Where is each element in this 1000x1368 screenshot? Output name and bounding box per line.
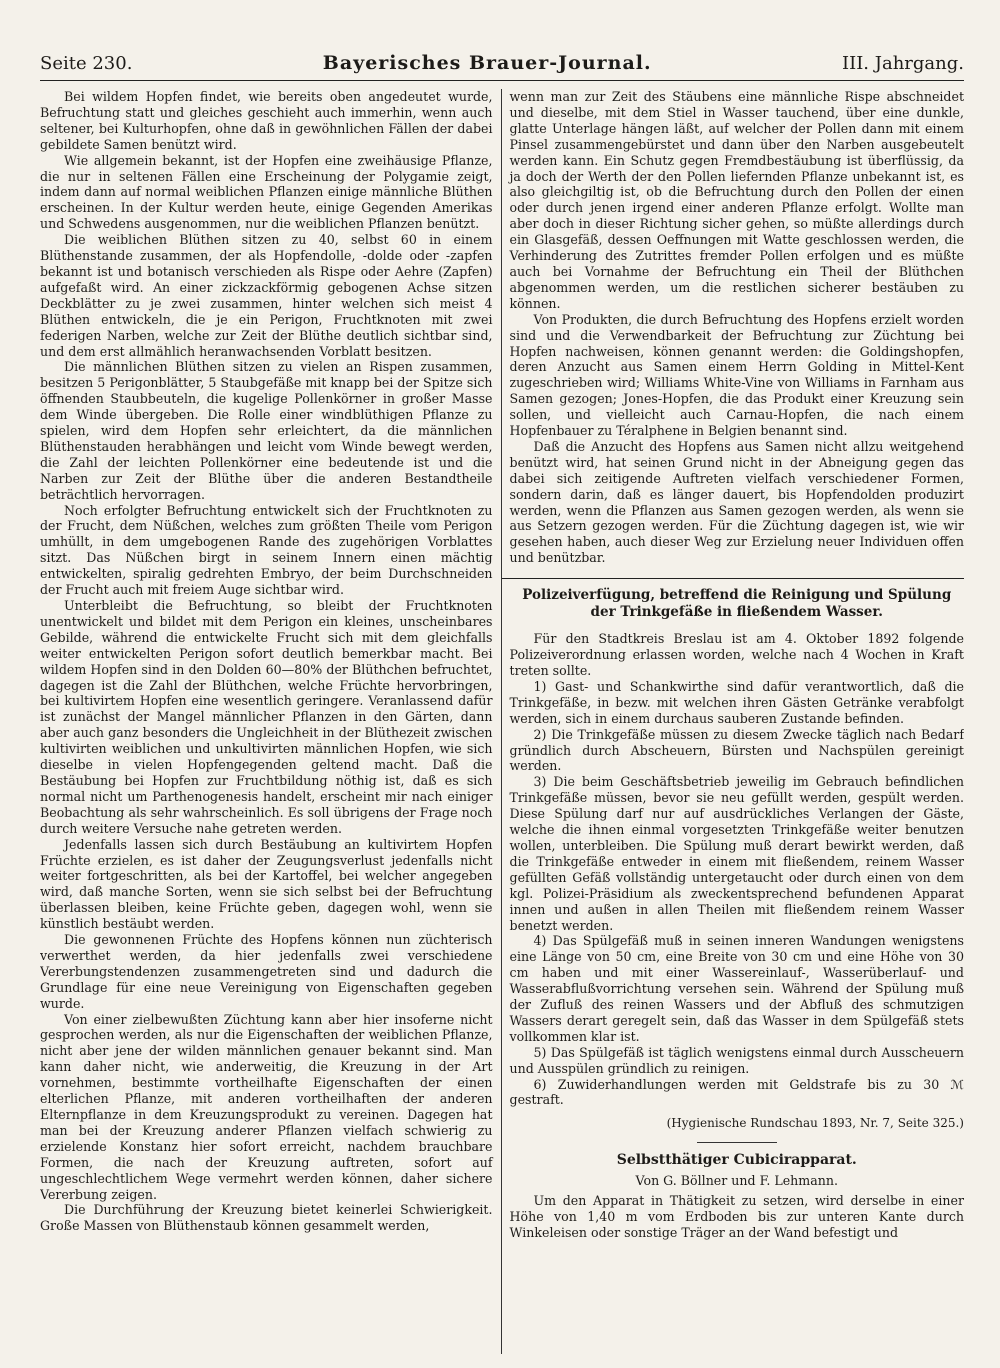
paragraph: Die männlichen Blüthen sitzen zu vielen an Rispen zusammen, besitzen 5 Perigonblätter, 5 Staubgefäße mit knapp bei der Spitze sich öffnenden Staubbeuteln, die kugelige Pollenkörner in großer Masse dem Winde übergeben. Die Rolle einer windblüthigen Pflanze zu spielen, wird dem Hopfen sehr erleichtert, da die männlichen Blüthenstauden herabhängen und leicht vom Winde bewegt werden, die Zahl der leichten Pollenkörner eine bedeutende ist und die Narben zur Zeit der Blüthe über die anderen Bestandtheile beträchtlich hervorragen. [40, 359, 493, 502]
paragraph: Bei wildem Hopfen findet, wie bereits oben angedeutet wurde, Befruchtung statt und gleiches geschieht auch immerhin, wenn auch seltener, bei Kulturhopfen, ohne daß in gewöhnlichen Fällen der dabei gebildete Samen benützt wird. [40, 89, 493, 152]
short-divider [697, 1142, 777, 1143]
notice-paragraph: 4) Das Spülgefäß muß in seinen inneren Wandungen wenigstens eine Länge von 50 cm, eine Breite von 30 cm und eine Höhe von 30 cm haben und mit einer Wassereinlauf-, Wasserüberlauf- und Wasserabflußvorrichtung versehen sein. Während der Spülung muß der Zufluß des reinen Wassers und der Abfluß des schmutzigen Wassers derart geregelt sein, daß das Wasser in dem Spülgefäß stets vollkommen klar ist. [509, 933, 964, 1044]
paragraph: Von einer zielbewußten Züchtung kann aber hier insoferne nicht gesprochen werden, als nur die Eigenschaften der weiblichen Pflanze, nicht aber jene der wilden männlichen genauer bekannt sind. Man kann daher nicht, wie anderweitig, die Kreuzung in der Art vornehmen, bestimmte vortheilhafte Eigenschaften der einen elterlichen Pflanze, mit anderen vortheilhaften der anderen Elternpflanze in dem Kreuzungsprodukt zu vereinen. Dagegen hat man bei der Kreuzung anderer Pflanzen vielfach schwierig zu erzielende Konstanz hier sofort erreicht, nachdem brauchbare Formen, die nach der Kreuzung auftreten, sofort auf ungeschlechtlichem Wege vermehrt werden können, daher sichere Vererbung zeigen. [40, 1011, 493, 1202]
page-number: Seite 230. [40, 53, 133, 74]
notice-paragraph: 1) Gast- und Schankwirthe sind dafür verantwortlich, daß die Trinkgefäße, in bezw. mit welchen ihren Gästen Getränke verabfolgt werden, sich in einem durchaus sauberen Zustande befinden. [509, 678, 964, 726]
paragraph: Wie allgemein bekannt, ist der Hopfen eine zweihäusige Pflanze, die nur in seltenen Fällen eine Erscheinung der Polygamie zeigt, indem dann auf normal weiblichen Pflanzen einige männliche Blüthen erscheinen. In der Kultur werden heute, einige Gegenden Amerikas und Schwedens ausgenommen, nur die weiblichen Pflanzen benützt. [40, 152, 493, 232]
paragraph: Die Durchführung der Kreuzung bietet keinerlei Schwierigkeit. Große Massen von Blüthenstaub können gesammelt werden, [40, 1202, 493, 1234]
paragraph: Von Produkten, die durch Befruchtung des Hopfens erzielt worden sind und die Verwendbarkeit der Befruchtung zur Züchtung bei Hopfen nachweisen, können genannt werden: die Goldingshopfen, deren Anzucht aus Samen einem Herrn Golding in Mittel-Kent zugeschrieben wird; Williams White-Vine von Williams in Farnham aus Samen gezogen; Jones-Hopfen, die das Produkt einer Kreuzung sein sollen, und vielleicht auch Carnau-Hopfen, die nach einem Hopfenbauer zu Téralphene in Belgien benannt sind. [509, 311, 964, 439]
volume-label: III. Jahrgang. [841, 53, 964, 74]
article-byline: Von G. Böllner und F. Lehmann. [635, 1173, 838, 1189]
notice-paragraph: 2) Die Trinkgefäße müssen zu diesem Zwecke täglich nach Bedarf gründlich durch Abscheuern, Bürsten und Nachspülen gereinigt werden. [509, 726, 964, 774]
notice-paragraph: 5) Das Spülgefäß ist täglich wenigstens einmal durch Ausscheuern und Ausspülen gründlich zu reinigen. [509, 1044, 964, 1076]
left-column [40, 89, 501, 1354]
text-columns [40, 89, 964, 1354]
article-paragraph: Um den Apparat in Thätigkeit zu setzen, wird derselbe in einer Höhe von 1,40 m vom Erdboden bis zur unteren Kante durch Winkeleisen oder sonstige Träger an der Wand befestigt und [509, 1193, 964, 1240]
notice-paragraph: 6) Zuwiderhandlungen werden mit Geldstrafe bis zu 30 ℳ gestraft. [509, 1076, 964, 1108]
section-divider [502, 578, 964, 579]
paragraph: Die gewonnenen Früchte des Hopfens können nun züchterisch verwerthet werden, da hier jedenfalls zwei verschiedene Vererbungstendenzen zusammengetreten sind und dadurch die Grundlage für eine neue Vereinigung von Eigenschaften gegeben wurde. [40, 932, 493, 1011]
notice-paragraph: 3) Die beim Geschäftsbetrieb jeweilig im Gebrauch befindlichen Trinkgefäße müssen, bevor sie neu gefüllt werden, gespült werden. Diese Spülung darf nur auf ausdrückliches Verlangen der Gäste, welche die ihnen einmal vorgesetzten Trinkgefäße weiter benutzen wollen, unterbleiben. Die Spülung muß derart bewirkt werden, daß die Trinkgefäße entweder in einem mit fließendem, reinem Wasser gefüllten Gefäß vollständig untergetaucht oder durch einen von dem kgl. Polizei-Präsidium als zweckentsprechend befundenen Apparat innen und außen in allen Theilen mit fließendem reinem Wasser benetzt werden. [509, 774, 964, 933]
notice-heading: Polizeiverfügung, betreffend die Reinigung und Spülung der Trinkgefäße in fließendem Wasser. [522, 587, 952, 621]
paragraph: Jedenfalls lassen sich durch Bestäubung an kultivirtem Hopfen Früchte erzielen, es ist daher der Zeugungsverlust jedenfalls nicht weiter fortgeschritten, als bei der Kartoffel, bei welcher angegeben wird, daß manche Sorten, wenn sie sich selbst bei der Befruchtung überlassen bleiben, keine Früchte geben, dagegen wohl, wenn sie künstlich bestäubt werden. [40, 836, 493, 932]
notice-paragraph: Für den Stadtkreis Breslau ist am 4. Oktober 1892 folgende Polizeiverordnung erlassen worden, welche nach 4 Wochen in Kraft treten sollte. [509, 631, 964, 678]
right-column [501, 89, 964, 1354]
paragraph: Unterbleibt die Befruchtung, so bleibt der Fruchtknoten unentwickelt und bildet mit dem Perigon ein kleines, unscheinbares Gebilde, während die entwickelte Frucht sich mit dem gleichfalls weiter entwickelten Perigon sofort deutlich bemerkbar macht. Bei wildem Hopfen sind in den Dolden 60—80% der Blüthchen befruchtet, dagegen ist die Zahl der Blüthchen, welche Früchte hervorbringen, bei kultivirtem Hopfen eine wesentlich geringere. Veranlassend dafür ist zunächst der Mangel männlicher Pflanzen in den Gärten, dann aber auch ganz besonders die Ungleichheit in der Blüthezeit zwischen kultivirten weiblichen und unkultivirten männlichen Hopfen, wie sich dieselbe in vielen Hopfengegenden geltend macht. Daß die Bestäubung bei Hopfen zur Fruchtbildung nöthig ist, daß es sich normal nicht um Parthenogenesis handelt, erscheint mir nach einiger Beobachtung als sehr wahrscheinlich. Es soll übrigens der Frage noch durch weitere Versuche nahe getreten werden. [40, 598, 493, 836]
notice-source: (Hygienische Rundschau 1893, Nr. 7, Seite 325.) [666, 1116, 964, 1131]
paragraph: Noch erfolgter Befruchtung entwickelt sich der Fruchtknoten zu der Frucht, dem Nüßchen, welches zum größten Theile vom Perigon umhüllt, in dem umgebogenen Rande des zugehörigen Vorblattes sitzt. Das Nüßchen birgt in seinem Innern einen mächtig entwickelten, spiralig gedrehten Embryo, der beim Durchschneiden der Frucht auch mit freiem Auge sichtbar wird. [40, 502, 493, 598]
running-head [40, 52, 964, 81]
paragraph: wenn man zur Zeit des Stäubens eine männliche Rispe abschneidet und dieselbe, mit dem Stiel in Wasser tauchend, über eine dunkle, glatte Unterlage hängen läßt, auf welcher der Pollen dann mit einem Pinsel zusammengebürstet und dann über den Narben ausgebeutelt werden kann. Ein Schutz gegen Fremdbestäubung ist überflüssig, da ja doch der Werth der den Pollen liefernden Pflanze unbekannt ist, es also gleichgiltig ist, ob die Befruchtung durch den Pollen der einen oder durch jenen irgend einer anderen Pflanze erfolgt. Wollte man aber doch in dieser Richtung sicher gehen, so müßte allerdings durch ein Glasgefäß, dessen Oeffnungen mit Watte geschlossen werden, die Verhinderung des Zutrittes fremder Pollen erfolgen und es müßte auch bei Vornahme der Befruchtung ein Theil der Blüthchen abgenommen werden, um die restlichen sicherer bestäuben zu können. [509, 89, 964, 311]
article-title: Selbstthätiger Cubicirapparat. [616, 1152, 857, 1169]
paragraph: Die weiblichen Blüthen sitzen zu 40, selbst 60 in einem Blüthenstande zusammen, der als Hopfendolle, -dolde oder -zapfen bekannt ist und botanisch verschieden als Rispe oder Aehre (Zapfen) aufgefaßt wird. An einer zickzackförmig gebogenen Achse sitzen Deckblätter zu je zwei zusammen, hinter welchen sich meist 4 Blüthen entwickeln, die je ein Perigon, Fruchtknoten mit zwei federigen Narben, welche zur Zeit der Blüthe deutlich sichtbar sind, und dem erst allmählich heranwachsenden Vorblatt besitzen. [40, 232, 493, 359]
journal-title: Bayerisches Brauer-Journal. [322, 52, 652, 74]
paragraph: Daß die Anzucht des Hopfens aus Samen nicht allzu weitgehend benützt wird, hat seinen Grund nicht in der Abneigung gegen das dabei sich zeitigende Auftreten vielfach verschiedener Formen, sondern darin, daß es länger dauert, bis Hopfendolden produzirt werden, wenn die Pflanzen aus Samen gezogen werden, als wenn sie aus Setzern gezogen werden. Für die Züchtung dagegen ist, wie wir gesehen haben, auch dieser Weg zur Erzielung neuer Individuen offen und benützbar. [509, 438, 964, 566]
